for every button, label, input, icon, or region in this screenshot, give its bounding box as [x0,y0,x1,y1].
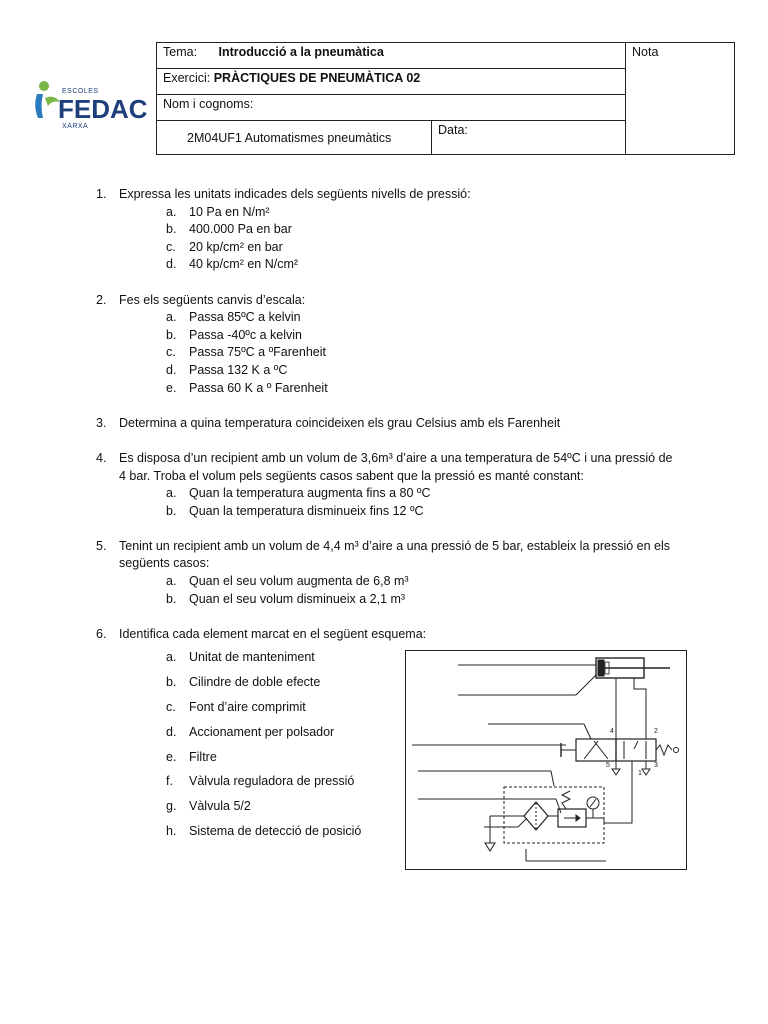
cylinder-piston [598,660,604,676]
sub-letter: b. [166,591,177,606]
sub-letter: a. [166,650,177,665]
gauge-needle [590,799,596,807]
valve-arrow [594,741,608,759]
fedac-logo [30,76,148,136]
sub-item [166,503,706,521]
question-text: Es disposa d’un recipient amb un volum de 3,6m³ d’aire a una temperatura de 54ºC i una pressió de [119,450,673,465]
sub-letter: d. [166,724,177,739]
sub-letter: c. [166,239,176,254]
sub-letter: c. [166,345,176,360]
question-number: 4. [96,450,107,465]
question-text: 4 bar. Troba el volum pels següents casos sabent que la pressió es manté constant: [119,468,584,483]
maintenance-unit-frame [504,787,604,843]
spring-end [674,748,679,753]
sub-text: Accionament per polsador [189,724,335,739]
sub-letter: d. [166,257,177,272]
regulator-spring-icon [562,791,570,809]
question-number: 5. [96,538,107,553]
logo-figure-icon [35,94,43,118]
valve-left-box [576,739,616,761]
sub-text: Quan la temperatura augmenta fins a 80 ºC [189,486,431,501]
sub-item [166,221,706,239]
exercici-label: Exercici: [163,71,211,85]
sub-text: Unitat de manteniment [189,650,315,665]
sub-letter: a. [166,486,177,501]
tema-value: Introducció a la pneumàtica [218,45,384,59]
question-3 [96,415,706,433]
logo-escoles-text: ESCOLES [62,88,99,95]
nota-label: Nota [632,45,659,59]
sub-letter: a. [166,574,177,589]
sub-letter: e. [166,380,177,395]
air-source-icon [485,843,495,851]
sub-item [166,239,706,257]
sub-text: Vàlvula reguladora de pressió [189,774,355,789]
sub-letter: b. [166,503,177,518]
sub-text: Quan el seu volum augmenta de 6,8 m³ [189,574,409,589]
exercici-value: PRÀCTIQUES DE PNEUMÀTICA 02 [213,71,421,85]
question-number: 1. [96,187,107,201]
question-number: 6. [96,626,107,641]
sub-item [166,380,706,398]
sub-text: Passa -40ºc a kelvin [189,327,302,342]
port-label: 3 [654,762,658,769]
question-text: Tenint un recipient amb un volum de 4,4 m³ d’aire a una pressió de 5 bar, estableix la pressió en els [119,538,671,553]
sub-text: 400.000 Pa en bar [189,222,292,237]
question-text: Expressa les unitats indicades dels següents nivells de pressió: [119,187,471,201]
sub-letter: g. [166,799,177,814]
sub-item [166,204,706,222]
air-line [634,678,646,739]
leader-line [576,675,596,695]
sub-text: Passa 60 K a º Farenheit [189,380,328,395]
question-text: següents casos: [119,556,210,571]
exhaust-3-icon [642,769,650,775]
sub-text: 20 kp/cm² en bar [189,239,283,254]
sub-item [166,573,706,591]
sub-list [119,204,706,274]
question-number: 2. [96,292,107,307]
header-table [156,42,734,154]
data-cell [432,121,626,155]
question-number: 3. [96,415,107,430]
logo-dot-icon [39,81,49,91]
sub-item [166,327,706,345]
question-text: Fes els següents canvis d’escala: [119,292,306,307]
logo-brand-text: FEDAC [58,94,148,124]
sub-text: Sistema de detecció de posició [189,824,362,839]
sub-letter: b. [166,327,177,342]
sub-text: Cilindre de doble efecte [189,675,321,690]
sub-list [119,309,706,397]
pneumatic-diagram [405,650,687,870]
sub-letter: b. [166,675,177,690]
sub-letter: d. [166,362,177,377]
exercici-cell [157,69,626,95]
spring-icon [656,745,672,755]
sub-letter: h. [166,824,177,839]
question-2 [96,292,706,398]
sub-list [119,485,706,520]
sub-list [119,573,706,608]
port-label: 4 [610,728,614,735]
valve-right-box [616,739,656,761]
leader-line [584,724,591,739]
nom-cell [157,95,626,121]
logo-xarxa-text: XARXA [62,123,89,130]
tema-cell [157,43,626,69]
sub-item [166,256,706,274]
question-5 [96,538,706,608]
question-4 [96,450,706,520]
question-1 [96,186,706,274]
sub-text: 10 Pa en N/m² [189,204,270,219]
valve-arrow [634,741,638,749]
port-label: 1 [638,770,642,777]
sub-letter: c. [166,700,176,715]
sub-text: Passa 75ºC a ºFarenheit [189,345,326,360]
sub-letter: f. [166,774,173,789]
module-cell [157,121,432,155]
sub-text: Passa 132 K a ºC [189,362,288,377]
sub-letter: a. [166,204,177,219]
question-text: Determina a quina temperatura coincideixen els grau Celsius amb els Farenheit [119,415,561,430]
sub-text: Quan el seu volum disminueix a 2,1 m³ [189,591,406,606]
sub-item [166,362,706,380]
port-label: 5 [606,762,610,769]
sub-text: Filtre [189,749,217,764]
sub-text: Passa 85ºC a kelvin [189,310,301,325]
module-name: 2M04UF1 Automatismes pneumàtics [187,130,392,145]
port-label: 2 [654,728,658,735]
sub-text: Quan la temperatura disminueix fins 12 ºC [189,503,424,518]
supply-line [604,761,632,823]
sub-letter: b. [166,222,177,237]
nota-cell [626,43,735,155]
sub-letter: e. [166,749,177,764]
regulator-arrow-head [576,815,580,821]
sub-text: Font d’aire comprimit [189,700,306,715]
nom-label: Nom i cognoms: [163,97,254,111]
sub-item [166,309,706,327]
sub-text: Vàlvula 5/2 [189,799,251,814]
sub-item [166,344,706,362]
leader-line [551,771,554,786]
sub-item [166,591,706,609]
data-label: Data: [438,123,468,137]
question-text: Identifica cada element marcat en el següent esquema: [119,626,427,641]
tema-label: Tema: [163,45,198,59]
exhaust-5-icon [612,769,620,775]
leader-line [518,819,526,827]
sub-letter: a. [166,310,177,325]
sub-text: 40 kp/cm² en N/cm² [189,257,299,272]
sub-item [166,485,706,503]
